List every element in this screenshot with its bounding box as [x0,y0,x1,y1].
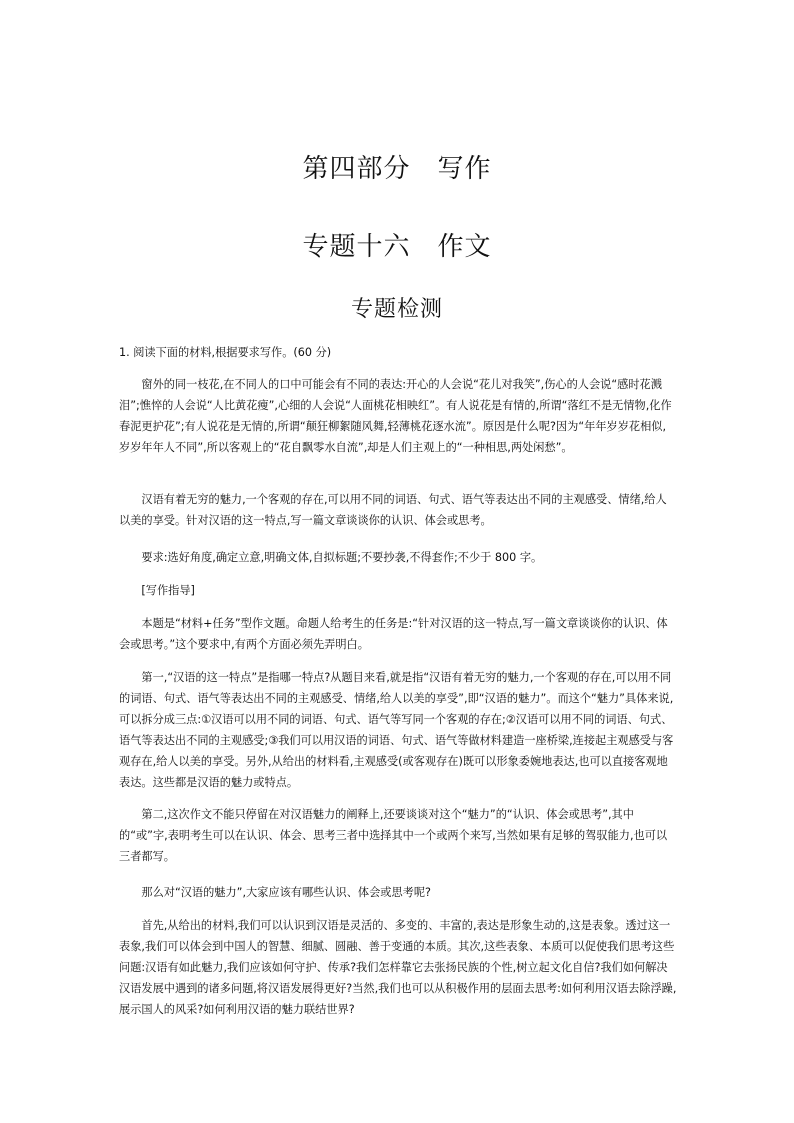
material-paragraph-1: 窗外的同一枝花,在不同人的口中可能会有不同的表达:开心的人会说“花儿对我笑”,伤心的人会说“感时花溅泪”;憔悴的人会说“人比黄花瘦”,心细的人会说“人面桃花相映红”。有人说花是有情的,所谓“落红不是无情物,化作春泥更护花”;有人说花是无情的,所谓“颠狂柳絮随风舞,轻薄桃花逐水流”。原因是什么呢?因为“年年岁岁花相似,岁岁年年人不同”,所以客观上的“花自飘零水自流”,却是人们主观上的“一种相思,两处闲愁”。 [119,378,672,454]
question-prompt: 1. 阅读下面的材料,根据要求写作。(60 分) [119,346,332,359]
guidance-paragraph-4: 那么对“汉语的魅力”,大家应该有哪些认识、体会或思考呢? [141,886,431,899]
part-title: 第四部分 写作 [302,154,492,184]
guidance-paragraph-3: 第二,这次作文不能只停留在对汉语魅力的阐释上,还要谈谈对这个“魅力”的“认识、体会或思考”,其中的“或”字,表明考生可以在认识、体会、思考三者中选择其中一个或两个来写,当然如果有足够的驾驭能力,也可以三者都写。 [119,808,668,863]
guidance-paragraph-5: 首先,从给出的材料,我们可以认识到汉语是灵活的、多变的、丰富的,表达是形象生动的,这是表象。透过这一表象,我们可以体会到中国人的智慧、细腻、圆融、善于变通的本质。其次,这些表象、本质可以促使我们思考这些问题:汉语有如此魅力,我们应该如何守护、传承?我们怎样靠它去张扬民族的个性,树立起文化自信?我们如何解决汉语发展中遇到的诸多问题,将汉语发展得更好?当然,我们也可以从积极作用的层面去思考:如何利用汉语去除浮躁,展示国人的风采?如何利用汉语的魅力联结世界? [119,919,677,1016]
material-paragraph-2: 汉语有着无穷的魅力,一个客观的存在,可以用不同的词语、句式、语气等表达出不同的主观感受、情绪,给人以美的享受。针对汉语的这一特点,写一篇文章谈谈你的认识、体会或思考。 [119,493,667,527]
requirements-paragraph: 要求:选好角度,确定立意,明确文体,自拟标题;不要抄袭,不得套作;不少于 800 字。 [141,551,543,564]
section-title: 专题检测 [350,297,443,322]
topic-title: 专题十六 作文 [302,232,492,262]
guidance-paragraph-2: 第一,“汉语的这一特点”是指哪一特点?从题目来看,就是指“汉语有着无穷的魅力,一个客观的存在,可以用不同的词语、句式、语气等表达出不同的主观感受、情绪,给人以美的享受”,即“汉语的魅力”。而这个“魅力”具体来说,可以拆分成三点:①汉语可以用不同的词语、句式、语气等写同一个客观的存在;②汉语可以用不同的词语、句式、语气等表达出不同的主观感受;③我们可以用汉语的词语、句式、语气等做材料建造一座桥梁,连接起主观感受与客观存在,给人以美的享受。另外,从给出的材料看,主观感受(或客观存在)既可以形象委婉地表达,也可以直接客观地表达。这些都是汉语的魅力或特点。 [119,671,674,789]
guidance-paragraph-1: 本题是“材料+任务”型作文题。命题人给考生的任务是:“针对汉语的这一特点,写一篇文章谈谈你的认识、体会或思考。”这个要求中,有两个方面必须先弄明白。 [119,617,668,651]
guidance-heading: [写作指导] [141,584,195,597]
